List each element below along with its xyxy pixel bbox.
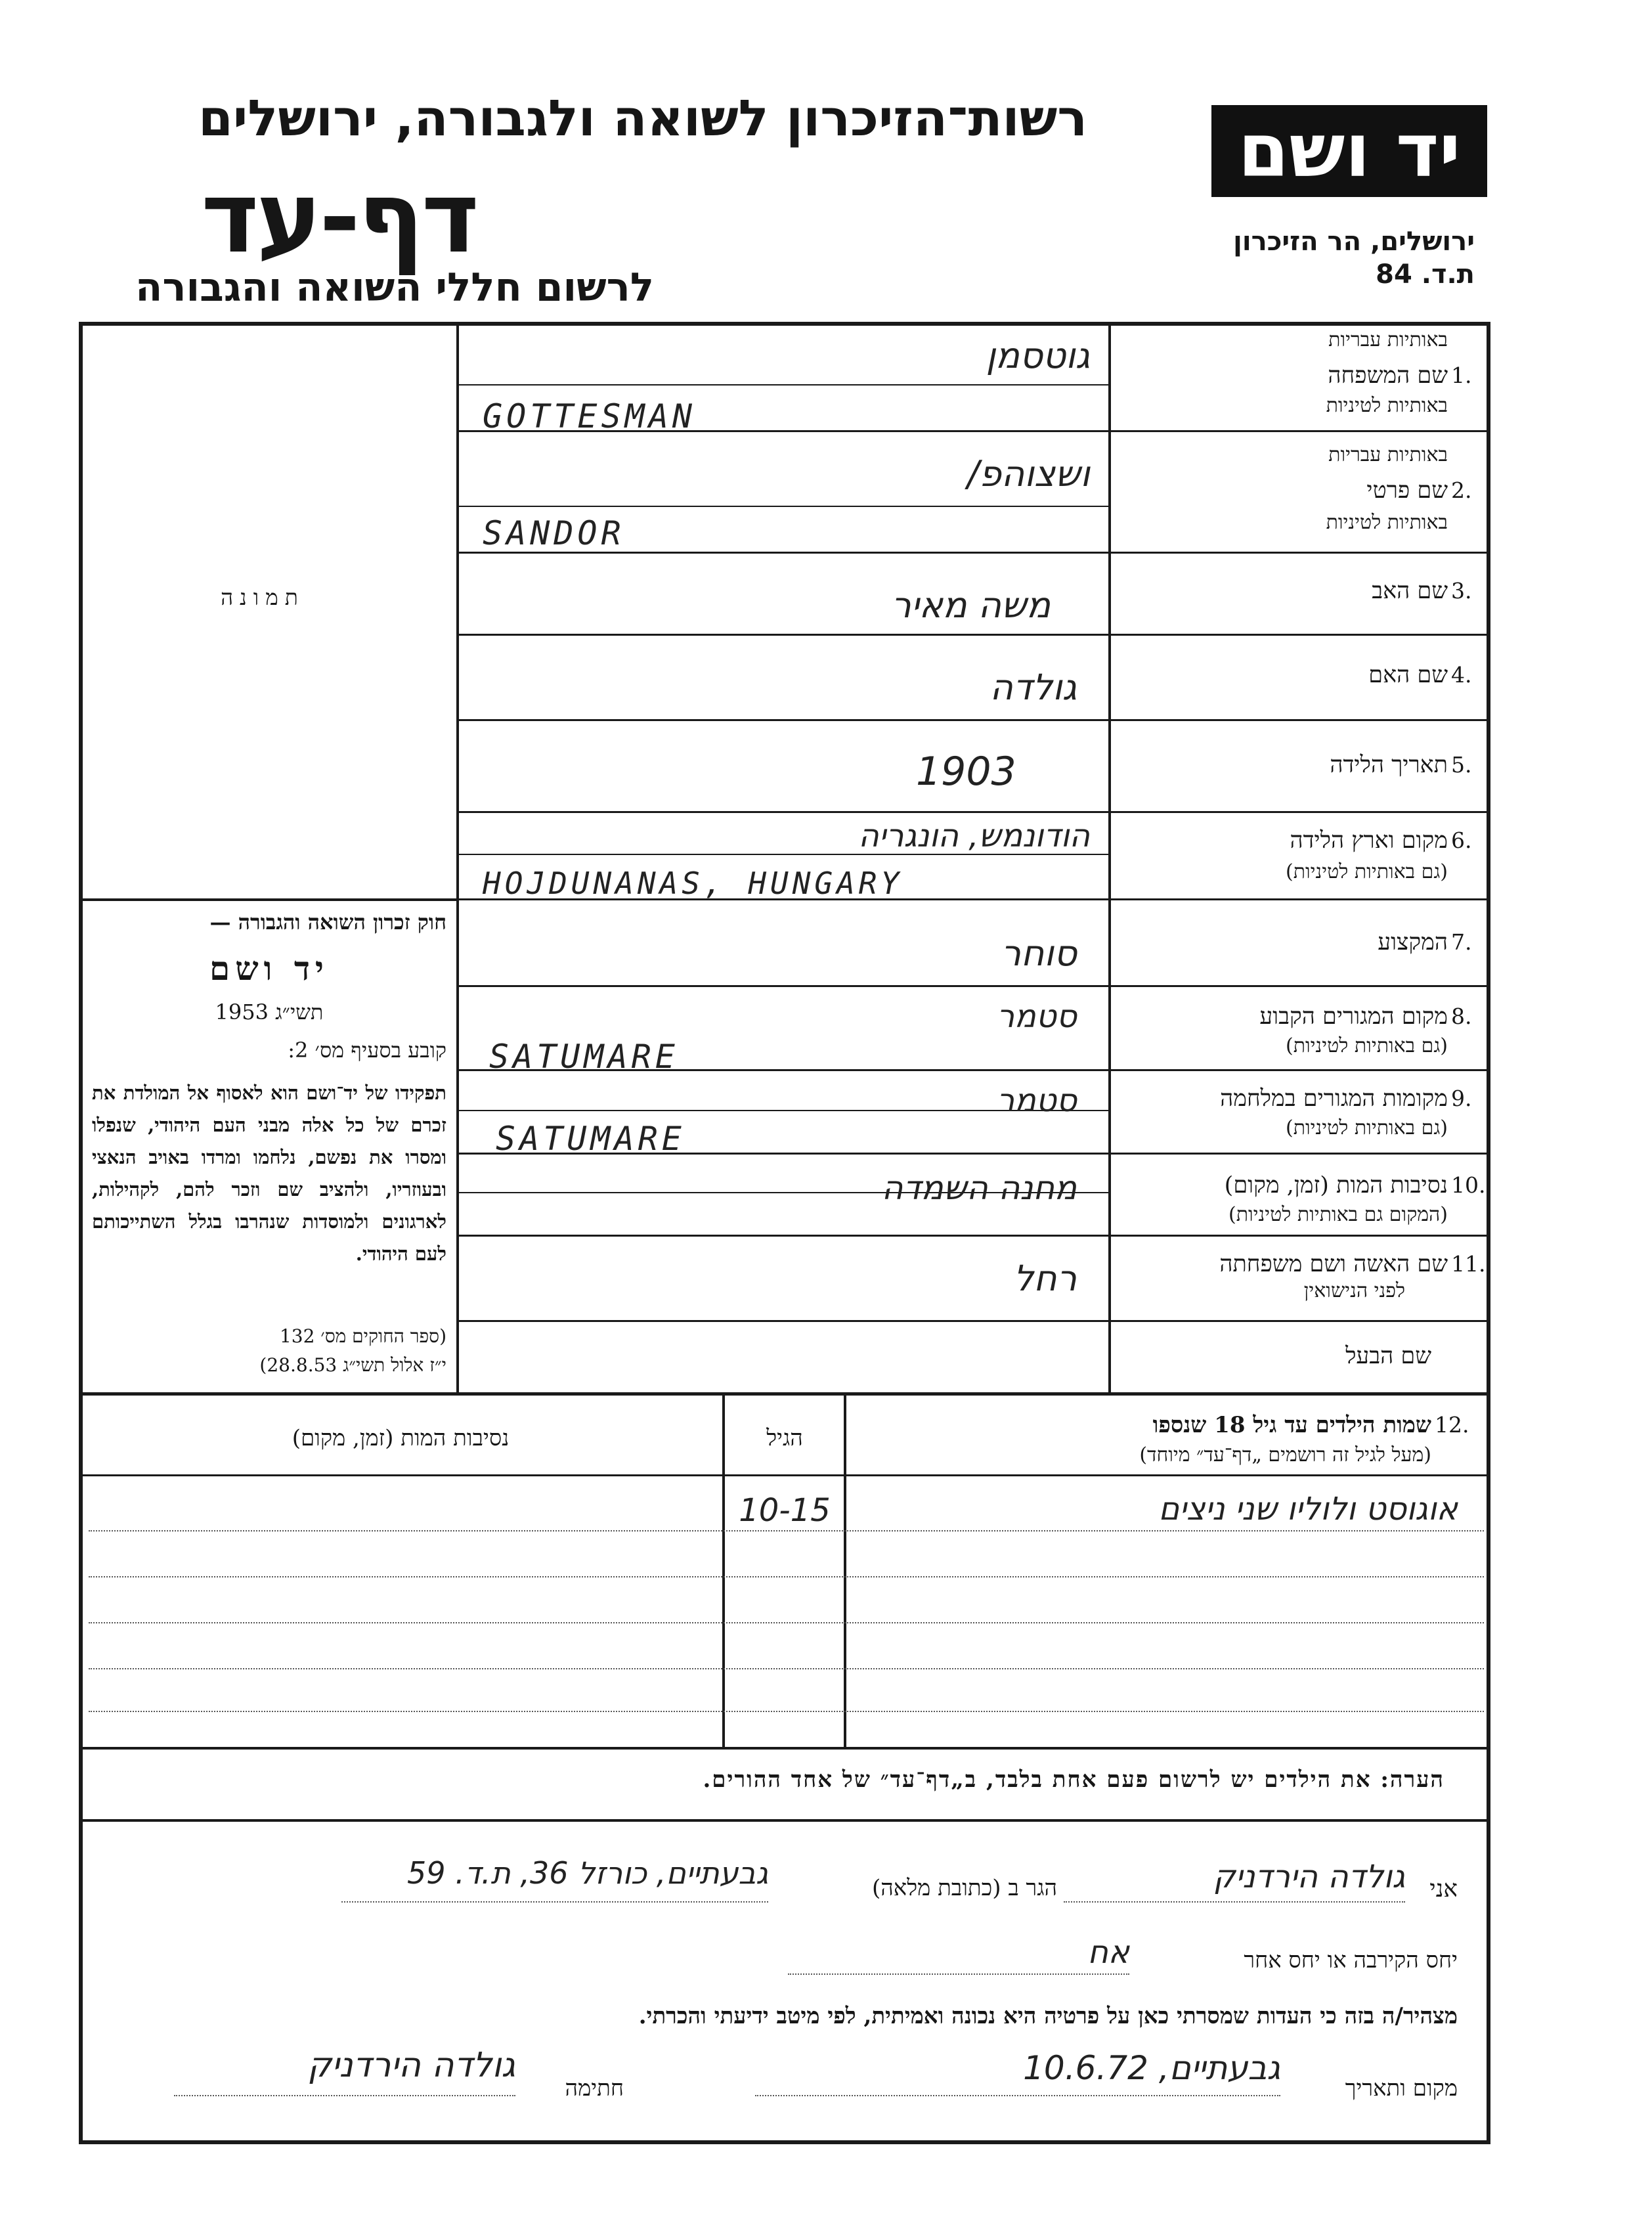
field-2-label: שם פרטי <box>1366 477 1448 504</box>
field-1-hebrew-note: באותיות עבריות <box>1328 328 1448 351</box>
age-column-right <box>844 1396 846 1747</box>
signature-value[interactable]: גולדה הירדניק <box>307 2046 515 2085</box>
i-label: אני <box>1429 1876 1458 1903</box>
field-5-value[interactable]: 1903 <box>916 749 1016 795</box>
relation-label: יחס הקירבה או יחס אחר <box>1244 1947 1458 1973</box>
field-6-hebrew-value[interactable]: הודונמש, הונגריה <box>858 818 1090 854</box>
child-row-1-names[interactable]: אוגוסט ולוליו שני ניצים <box>1158 1491 1458 1528</box>
field-8-hebrew-value[interactable]: סטמר <box>997 998 1077 1035</box>
field-3-label: שם האב <box>1372 578 1448 604</box>
relation-value[interactable]: אח <box>1087 1934 1129 1971</box>
field-2-latin-value[interactable]: SANDOR <box>483 514 625 552</box>
child-row-1-age[interactable]: 10-15 <box>739 1492 831 1529</box>
age-header: הגיל <box>766 1425 803 1451</box>
declarant-address[interactable]: גבעתיים, כורזל 36, ת.ד. 59 <box>407 1855 768 1891</box>
yad-vashem-logo: יד ושם <box>1211 105 1487 197</box>
form-subtitle: לרשום חללי השואה והגבורה <box>135 265 654 311</box>
field-1-latin-note: באותיות לטיניות <box>1326 394 1448 417</box>
law-year: תשי״ג 1953 <box>215 1000 324 1024</box>
field-10-label: נסיבות המות (זמן, מקום) <box>1224 1172 1448 1199</box>
law-text: תפקידו של יד־ושם הוא לאסוף אל המולדת את זכרם של כל אלה מבני העם היהודי, שנפלו ומסרו את נפשם, נלחמו ומרדו באויב הנאצי ובעוזריו, ולהציב שם וזכר להם, לקהילות, לארגונים ולמוסדות שנהרבו בגלל השתייכותם לעם היהודי. <box>92 1082 446 1265</box>
place-date-value[interactable]: גבעתיים, 10.6.72 <box>1023 2049 1280 2087</box>
address-line2: ת.ד. 84 <box>1376 259 1475 290</box>
law-ref2: י״ז אלול תשי״ג 28.8.53) <box>259 1354 446 1376</box>
address-line1: ירושלים, הר הזיכרון <box>1233 227 1475 257</box>
field-6-latin-value[interactable]: HOJDUNANAS, HUNGARY <box>483 866 903 901</box>
death-header: נסיבות המות (זמן, מקום) <box>292 1425 510 1451</box>
declarant-name[interactable]: גולדה הירדניק <box>1213 1859 1405 1895</box>
age-column-left <box>722 1396 725 1747</box>
field-2-hebrew-value[interactable]: ושצוהפ/ <box>967 453 1090 495</box>
remark-bottom-divider <box>79 1819 1490 1822</box>
law-clause: קובע בסעיף מס׳ 2: <box>288 1038 446 1063</box>
authority-heading: רשות־הזיכרון לשואה ולגבורה, ירושלים <box>198 89 1087 147</box>
section-divider <box>79 1392 1490 1396</box>
field-1-latin-value[interactable]: GOTTESMAN <box>483 397 696 435</box>
field-8-latin-value[interactable]: SATUMARE <box>489 1038 679 1076</box>
field-11-label: שם האשה ושם משפחתה <box>1219 1251 1448 1277</box>
children-title: שמות הילדים עד גיל 18 שנספו <box>1152 1412 1431 1438</box>
field-7-value[interactable]: סוחר <box>1001 933 1077 974</box>
law-title: חוק זכרון השואה והגבורה — <box>209 910 446 935</box>
field-1-label: שם המשפחה <box>1328 363 1448 389</box>
children-bottom-divider <box>79 1747 1490 1750</box>
field-4-label: שם האם <box>1368 662 1448 688</box>
law-ref1: (ספר החוקים מס׳ 132 <box>279 1325 446 1347</box>
field-5-label: תאריך הלידה <box>1330 752 1448 778</box>
field-4-value[interactable]: גולדה <box>989 667 1077 708</box>
remark: הערה: את הילדים יש לרשום פעם אחת בלבד, ב„דף־עד״ של אחד ההורים. <box>703 1767 1445 1793</box>
place-date-label: מקום ותאריך <box>1345 2075 1458 2102</box>
field-6-label: מקום וארץ הלידה <box>1290 827 1448 854</box>
children-note: (מעל לגיל זה רושמים „דף־עד״ מיוחד) <box>1139 1443 1431 1466</box>
field-8-label: מקום המגורים הקבוע <box>1259 1003 1448 1030</box>
field-10-value[interactable]: מחנה השמדה <box>881 1169 1077 1207</box>
photo-column-divider <box>456 322 459 1392</box>
field-7-label: המקצוע <box>1378 929 1448 956</box>
field-11-value[interactable]: רחל <box>1013 1258 1077 1299</box>
field-9-hebrew-value[interactable]: סטמר <box>997 1082 1077 1119</box>
field-9-label: מקומות המגורים במלחמה <box>1220 1086 1448 1112</box>
statement: מצהיר/ה בזה כי העדות שמסרתי כאן על פרטיה היא נכונה ואמיתית, לפי מיטב ידיעתי והכרתי. <box>638 2003 1458 2029</box>
label-column-divider <box>1108 322 1111 1392</box>
resides-label: הגר ב (כתובת מלאה) <box>871 1875 1057 1901</box>
photo-law-divider <box>79 898 458 901</box>
husband-label: שם הבעל <box>1345 1343 1431 1369</box>
photo-label: תמונה <box>221 584 305 610</box>
field-1-hebrew-value[interactable]: גוטסמן <box>986 335 1090 376</box>
signature-label: חתימה <box>565 2075 624 2102</box>
field-9-latin-value[interactable]: SATUMARE <box>496 1120 685 1158</box>
form-title: דף-עד <box>201 161 477 275</box>
law-name: יד ושם <box>209 949 329 988</box>
field-3-value[interactable]: משה מאיר <box>891 584 1051 626</box>
